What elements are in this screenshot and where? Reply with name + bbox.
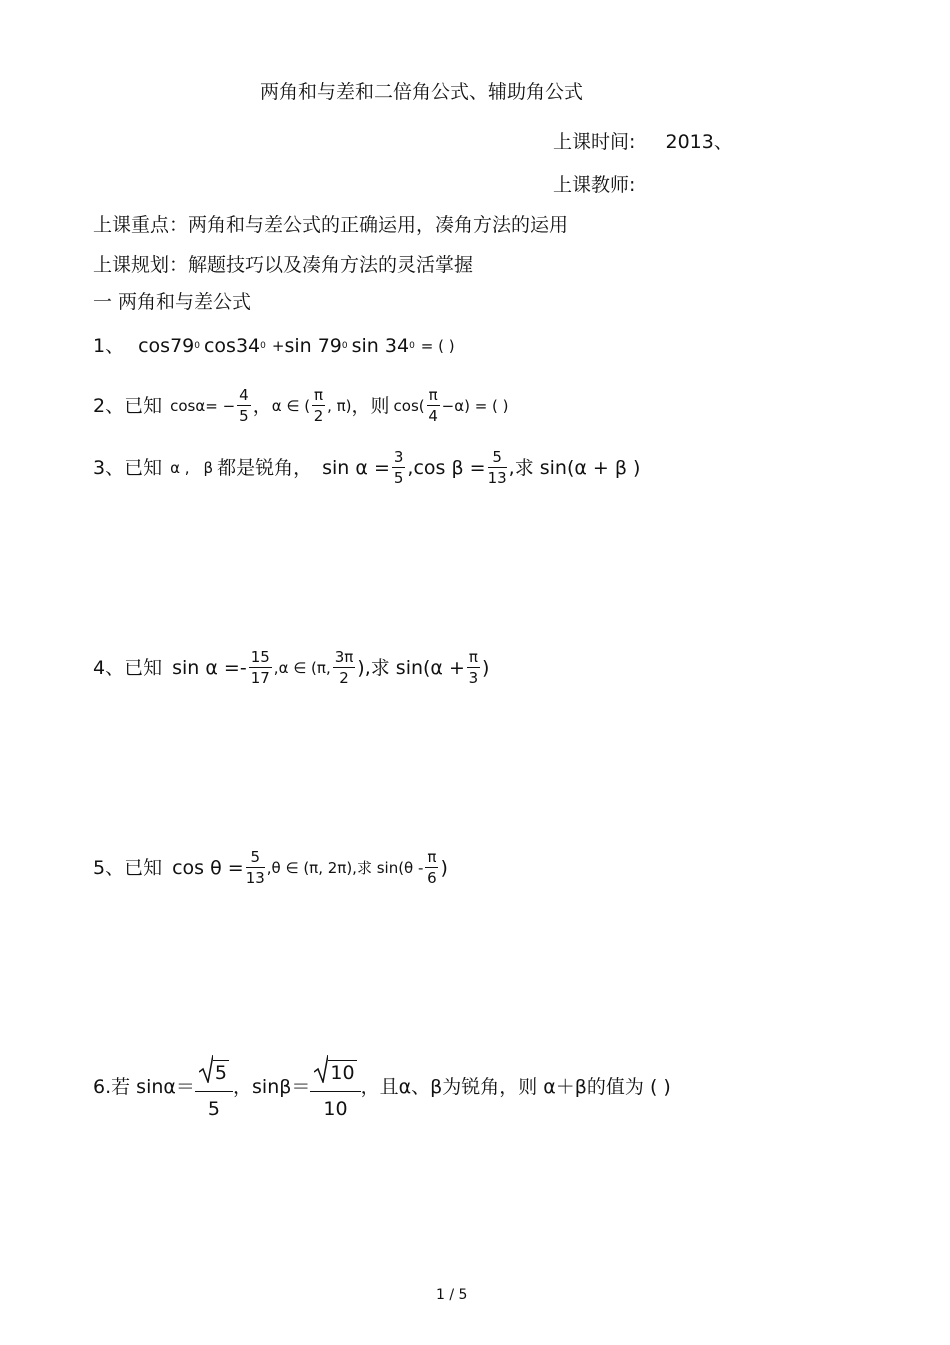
math-term: β: [203, 458, 214, 477]
class-teacher: [553, 176, 635, 195]
sqrt-icon: 5: [199, 1055, 229, 1083]
sqrt-fraction: $\frac{5}{5}$: [195, 1055, 233, 1119]
question-number: 3、已知: [93, 456, 163, 479]
lesson-plan: 上课规划：解题技巧以及凑角方法的灵活掌握: [93, 254, 474, 276]
math-term: cos79: [138, 335, 195, 357]
fraction: $\frac{\pi}{3}$: [468, 648, 479, 687]
math-term: cos34: [203, 335, 261, 357]
math-term: sin α =-: [172, 656, 247, 679]
text: 都是锐角，: [217, 456, 313, 479]
question-1: 1、 cos79 0 cos34 0 + sin 79 0 sin 34 0 = ( ): [93, 335, 455, 357]
fraction: $\frac{3}{5}$: [393, 448, 404, 487]
question-number: 5、已知: [93, 856, 163, 879]
answer-blank: = ( ): [420, 337, 455, 355]
lesson-focus: 上课重点：两角和与差公式的正确运用，凑角方法的运用: [93, 214, 569, 236]
question-number: 4、已知: [93, 656, 163, 679]
math-term: ): [481, 656, 490, 679]
math-term: ),求 sin(α +: [357, 656, 465, 679]
math-term: , π): [327, 396, 352, 415]
math-term: sin 79: [284, 335, 342, 357]
page-title: 两角和与差和二倍角公式、辅助角公式: [260, 81, 584, 103]
math-term: ,cos β =: [407, 456, 486, 479]
text: ，且α、β为锐角，则 α＋β的值为 ( ): [360, 1075, 671, 1098]
math-term: sin α =: [322, 456, 390, 479]
math-term: cosα: [170, 396, 206, 415]
question-number: 2、已知: [93, 394, 163, 417]
sqrt-icon: 10: [314, 1055, 356, 1083]
math-term: cos θ =: [172, 856, 244, 879]
class-time-label: 上课时间:: [553, 131, 636, 153]
math-term: ,θ ∈ (π, 2π),求 sin(θ -: [266, 858, 424, 877]
math-term: ,求 sin(α + β ): [508, 456, 641, 479]
page-number: 1 / 5: [436, 1287, 468, 1303]
math-term: α ,: [170, 458, 190, 477]
question-5: [93, 850, 448, 886]
fraction: $\frac{4}{5}$: [239, 386, 249, 425]
question-3: [93, 450, 640, 486]
math-operator: = −: [205, 396, 236, 415]
class-time-value: 2013、: [665, 131, 733, 153]
punct: ，: [252, 394, 272, 417]
answer-blank: −α) = ( ): [441, 396, 509, 415]
section-heading: 一 两角和与差公式: [93, 291, 252, 313]
fraction: $\frac{5}{13}$: [487, 448, 507, 487]
math-term: cos(: [393, 396, 425, 415]
fraction: $\frac{\pi}{6}$: [427, 848, 437, 887]
class-time: [553, 133, 733, 152]
question-number: 1、: [93, 335, 125, 357]
fraction: $\frac{5}{13}$: [245, 848, 265, 887]
fraction: $\frac{15}{17}$: [250, 648, 270, 687]
question-number: 6.若 sinα＝: [93, 1075, 195, 1098]
math-term: α ∈ (: [271, 396, 311, 415]
math-operator: +: [271, 337, 285, 355]
fraction: $\frac{\pi}{2}$: [313, 386, 324, 425]
text: ，则: [351, 394, 390, 417]
math-term: ): [440, 856, 448, 879]
question-6: [93, 1055, 671, 1119]
question-2: [93, 388, 509, 424]
fraction: $\frac{3\pi}{2}$: [334, 648, 354, 687]
class-teacher-label: 上课教师:: [553, 174, 636, 196]
math-term: ,α ∈ (π,: [273, 658, 331, 677]
sqrt-fraction: $\frac{10}{10}$: [310, 1055, 360, 1119]
fraction: $\frac{\pi}{4}$: [428, 386, 438, 425]
text: ，sinβ＝: [233, 1075, 311, 1098]
question-4: [93, 650, 489, 686]
math-term: sin 34: [351, 335, 410, 357]
